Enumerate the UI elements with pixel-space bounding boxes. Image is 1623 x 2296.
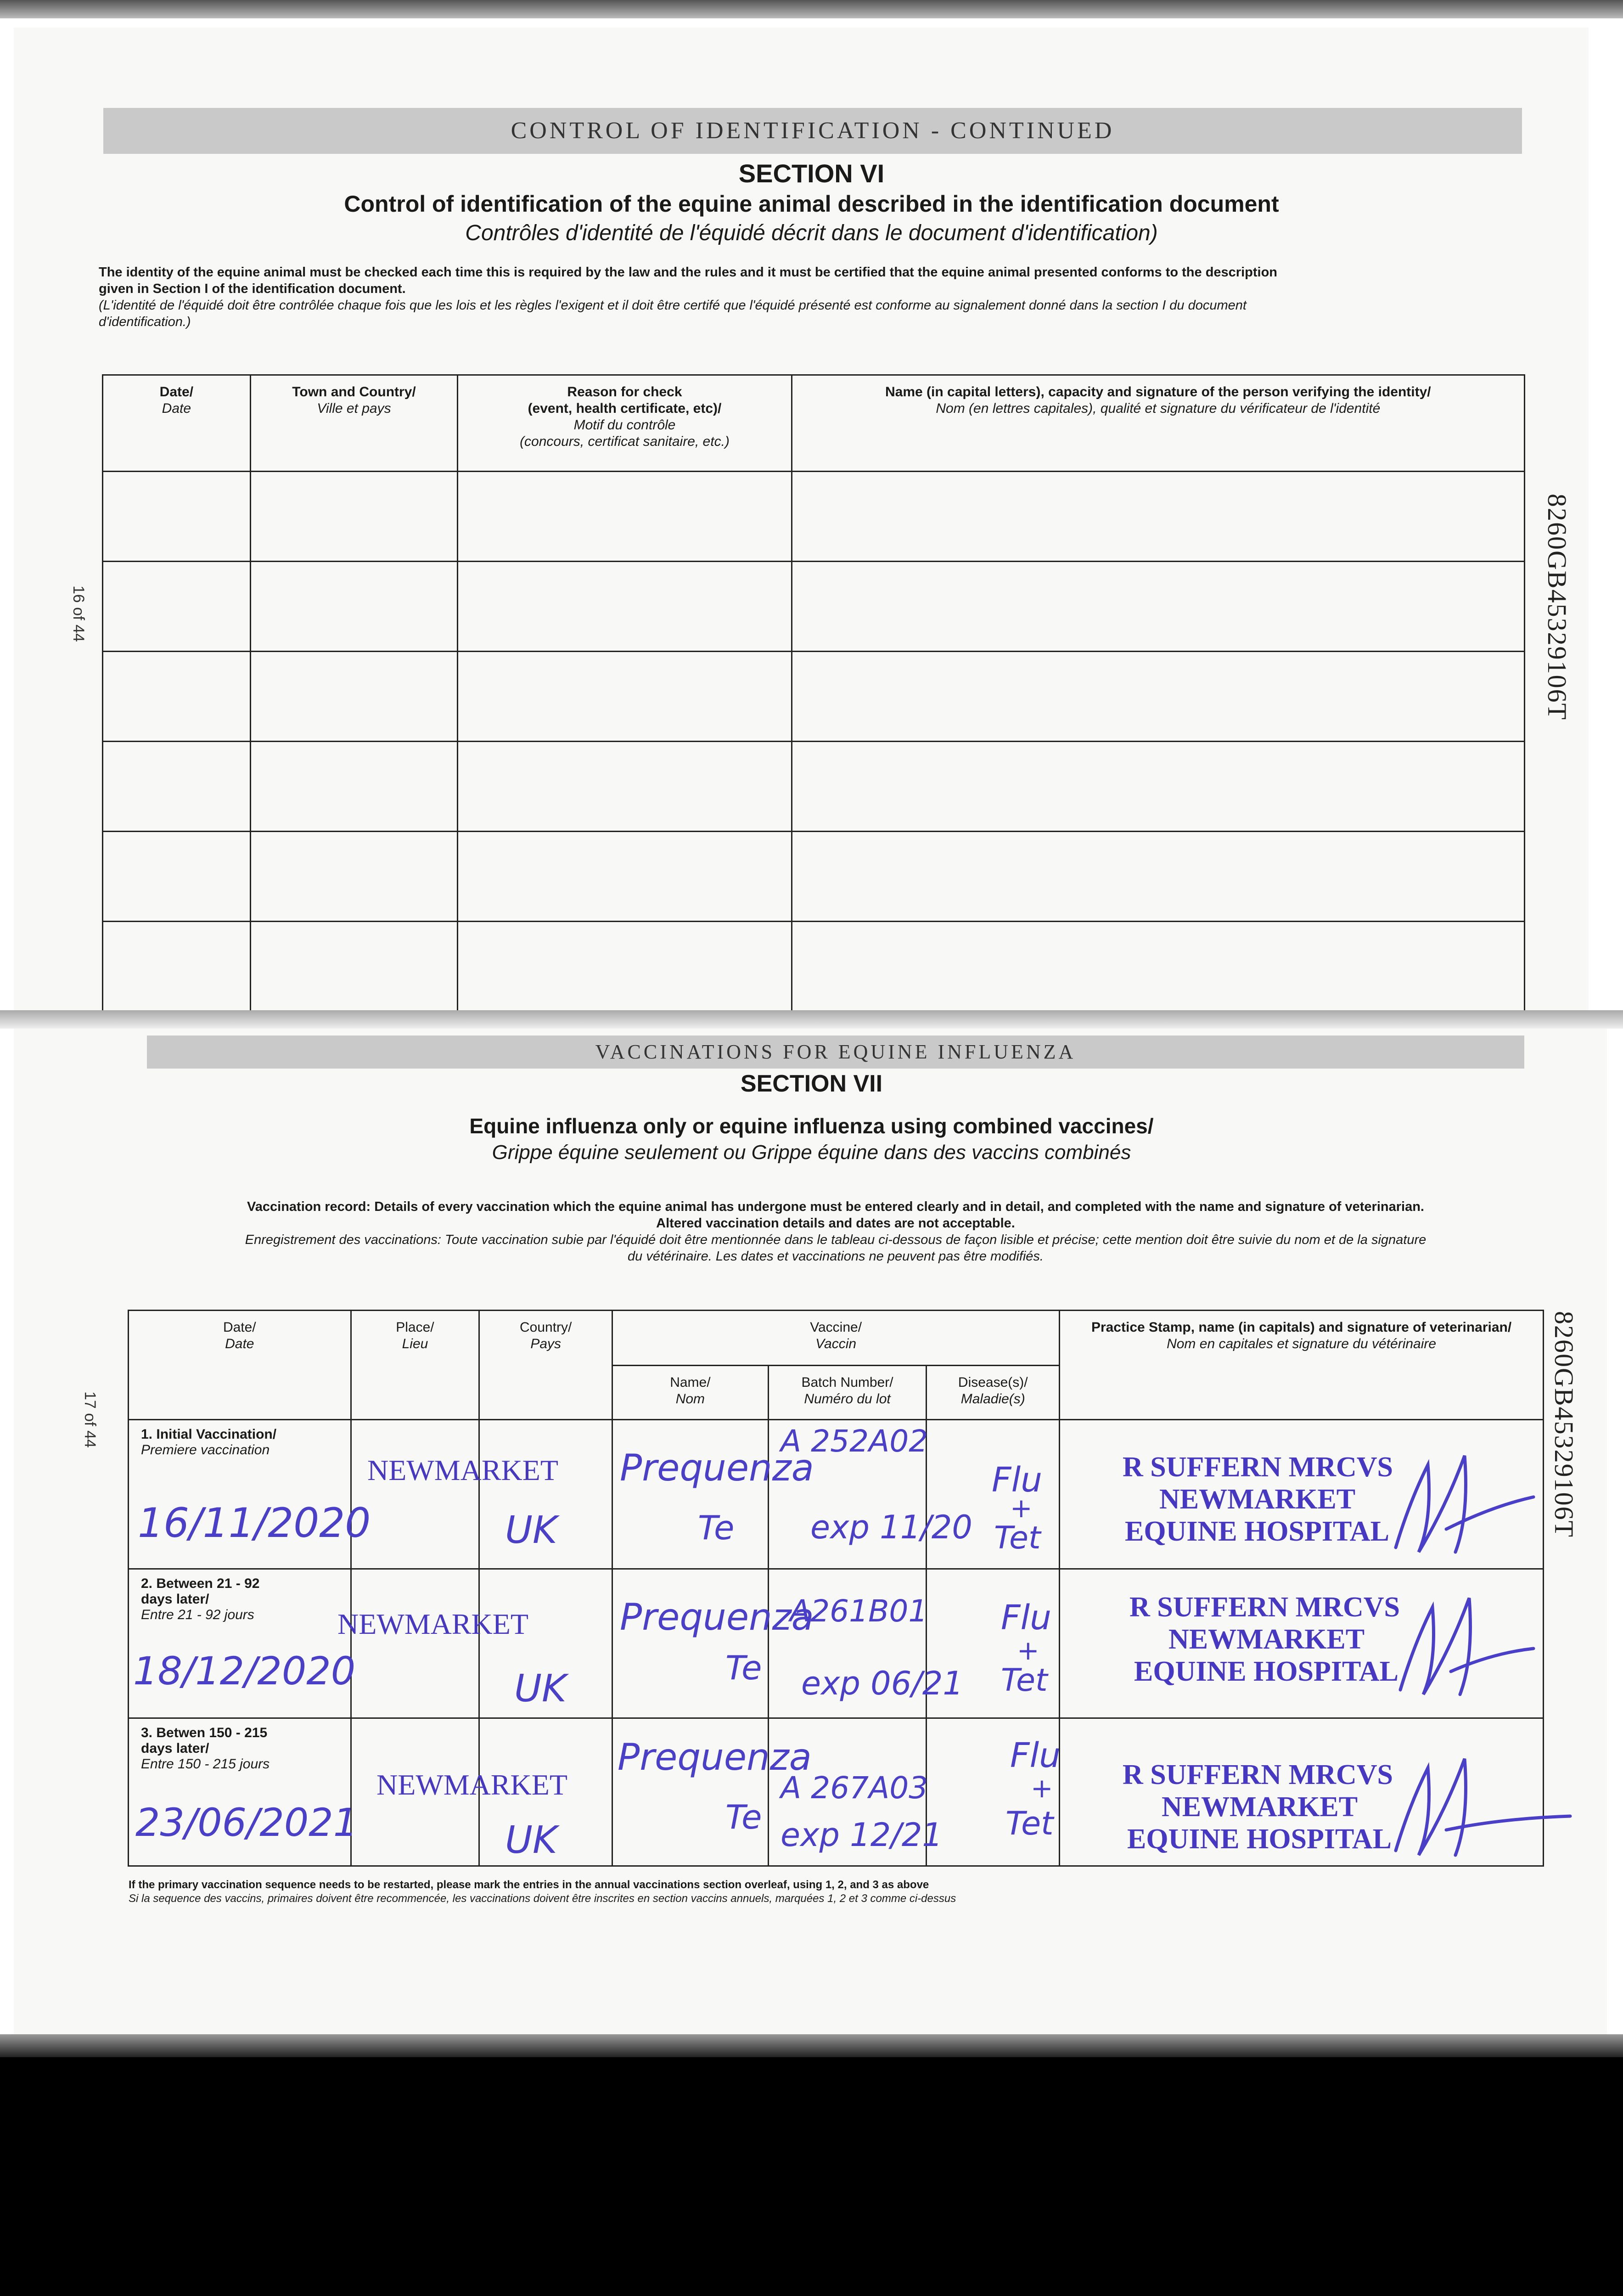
record-fr-line-1: Enregistrement des vaccinations: Toute vaccination subie par l'équidé doit être mentionnée dans le tableau ci-dessous de façon lisible et précise; cette mention doit être suivie du nom et de la signature [245,1232,1426,1247]
row-2-plus: + [1017,1635,1039,1666]
row-3-signature [1382,1740,1575,1869]
section-vi-band [103,108,1522,154]
row-2-country: UK [514,1667,567,1711]
scan-top-edge [0,0,1623,18]
vacc-place-header: Place/ Lieu [351,1311,479,1420]
section-vi-heading-fr: Contrôles d'identité de l'équidé décrit dans le document d'identification) [465,221,1158,245]
restart-note-en: If the primary vaccination sequence needs to be restarted, please mark the entries in the annual vaccinations section overleaf, using 1, 2, and 3 as above [129,1879,929,1891]
vaccination-record-note [124,1199,1547,1265]
record-fr-line-2: du vétérinaire. Les dates et vaccinations ne peuvent pas être modifiés. [628,1249,1044,1264]
vacc-country-header: Country/ Pays [479,1311,612,1420]
row-3-label: 3. Betwen 150 - 215 days later/ Entre 150 - 215 jours [129,1718,351,1866]
table-row [103,652,1525,742]
identity-check-table [102,374,1525,1012]
row-1-stamp-line-1: R SUFFERN MRCVS [1123,1452,1393,1483]
row-1-disease2: Tet [994,1520,1041,1556]
row-1-plus: + [1010,1492,1033,1524]
row-3-disease2: Tet [1005,1805,1054,1842]
row-1-stamp-line-2: NEWMARKET [1159,1484,1356,1515]
section-vii-band [147,1035,1524,1069]
page-number-17: 17 of 44 [81,1391,99,1448]
row-1-disease: Flu [992,1460,1043,1500]
page-number-16: 16 of 44 [70,585,87,642]
book-gutter [0,1010,1623,1029]
section-vii-heading-en: Equine influenza only or equine influenza using combined vaccines/ [469,1114,1154,1138]
col-verifier-header: Name (in capital letters), capacity and signature of the person verifying the identity/ Nom (en lettres capitales), qualité et signature du vérificateur de l'identité [792,375,1524,472]
vacc-disease-header: Disease(s)/ Maladie(s) [927,1366,1060,1420]
row-2-signature [1387,1580,1543,1708]
intro-en-line-2: given in Section I of the identification document. [99,281,406,296]
row-1-name2: Te [698,1508,735,1547]
col-town-header: Town and Country/ Ville et pays [250,375,458,472]
row-2-disease: Flu [1001,1598,1052,1638]
col-reason-header: Reason for check (event, health certificate, etc)/ Motif du contrôle (concours, certificat sanitaire, etc.) [458,375,792,472]
table-row [103,472,1525,562]
intro-fr-line-2: d'identification.) [99,315,191,329]
scan-black-background [0,2057,1623,2296]
row-3-plus: + [1031,1773,1053,1804]
row-2-stamp-line-2: NEWMARKET [1168,1624,1365,1655]
row-3-stamp-line-2: NEWMARKET [1162,1791,1358,1823]
row-1-exp: exp 11/20 [810,1508,972,1546]
row-1-label: 1. Initial Vaccination/ Premiere vaccination [129,1420,351,1569]
intro-en-line-1: The identity of the equine animal must be checked each time this is required by the law and the rules and it must be certified that the equine animal presented conforms to the description [99,265,1278,280]
row-1-batch: A 252A02 [781,1424,928,1459]
row-3-exp: exp 12/21 [781,1816,943,1854]
row-3-stamp-line-3: EQUINE HOSPITAL [1127,1823,1392,1855]
row-2-place: NEWMARKET [337,1608,528,1640]
record-en-line-2: Altered vaccination details and dates are not acceptable. [656,1216,1015,1231]
row-1-date: 16/11/2020 [138,1499,371,1547]
row-2-disease2: Tet [1001,1662,1048,1699]
table-row [103,742,1525,832]
restart-note-fr: Si la sequence des vaccins, primaires doivent être recommencée, les vaccinations doivent être inscrites en section vaccins annuels, marquées 1, 2 et 3 comme ci-dessus [129,1892,956,1905]
row-2-batch: A261B01 [790,1593,928,1629]
section-vi-title: SECTION VI [738,159,885,188]
row-1-name: Prequenza [620,1446,814,1489]
row-3-date: 23/06/2021 [135,1800,358,1845]
row-3-country: UK [505,1818,557,1862]
row-3-place: NEWMARKET [376,1768,567,1801]
row-3-batch: A 267A03 [781,1770,928,1806]
section-vi-band-title: CONTROL OF IDENTIFICATION - CONTINUED [511,118,1115,144]
row-2-label: 2. Between 21 - 92 days later/ Entre 21 - 92 jours [129,1569,351,1718]
row-1-stamp-line-3: EQUINE HOSPITAL [1125,1516,1389,1547]
section-vii-heading-fr: Grippe équine seulement ou Grippe équine dans des vaccins combinés [492,1141,1131,1164]
row-3-name: Prequenza [618,1736,812,1778]
table-row [103,562,1525,652]
row-2-name: Prequenza [620,1596,814,1638]
row-2-stamp-line-3: EQUINE HOSPITAL [1134,1656,1398,1687]
row-2-exp: exp 06/21 [801,1665,963,1702]
vacc-name-header: Name/ Nom [612,1366,769,1420]
section-vi-intro [99,264,1531,330]
row-1-country: UK [505,1508,557,1552]
row-2-name2: Te [725,1649,762,1687]
restart-note [129,1878,1552,1906]
vacc-date-header: Date/ Date [129,1311,351,1420]
row-3-name2: Te [725,1798,762,1836]
row-3-stamp-line-1: R SUFFERN MRCVS [1123,1759,1393,1790]
side-id-top: 8260GB45329106T [1542,494,1572,720]
col-date-header: Date/ Date [103,375,251,472]
vacc-batch-header: Batch Number/ Numéro du lot [768,1366,927,1420]
vacc-vaccine-header: Vaccine/ Vaccin [612,1311,1060,1366]
row-2-date: 18/12/2020 [133,1649,356,1694]
row-1-signature [1377,1437,1543,1566]
row-3-disease: Flu [1010,1736,1061,1775]
record-en-line-1: Vaccination record: Details of every vaccination which the equine animal has undergone must be entered clearly and in detail, and completed with the name and signature of veterinarian. [247,1199,1424,1214]
section-vii-band-title: VACCINATIONS FOR EQUINE INFLUENZA [595,1041,1076,1063]
row-2-stamp-line-1: R SUFFERN MRCVS [1129,1592,1400,1623]
scan-bottom-edge [0,2034,1623,2057]
table-row [103,922,1525,1011]
vacc-stamp-header: Practice Stamp, name (in capitals) and signature of veterinarian/ Nom en capitales et signature du vétérinaire [1060,1311,1544,1420]
side-id-bottom: 8260GB45329106T [1549,1311,1579,1538]
intro-fr-line-1: (L'identité de l'équidé doit être contrôlée chaque fois que les lois et les règles l'exigent et il doit être certifé que l'équidé présenté est conforme au signalement donné dans la section I du document [99,298,1247,313]
section-vii-title: SECTION VII [740,1070,883,1097]
section-vi-heading-en: Control of identification of the equine animal described in the identification document [344,191,1279,217]
table-row [103,832,1525,922]
row-1-place: NEWMARKET [367,1454,558,1486]
